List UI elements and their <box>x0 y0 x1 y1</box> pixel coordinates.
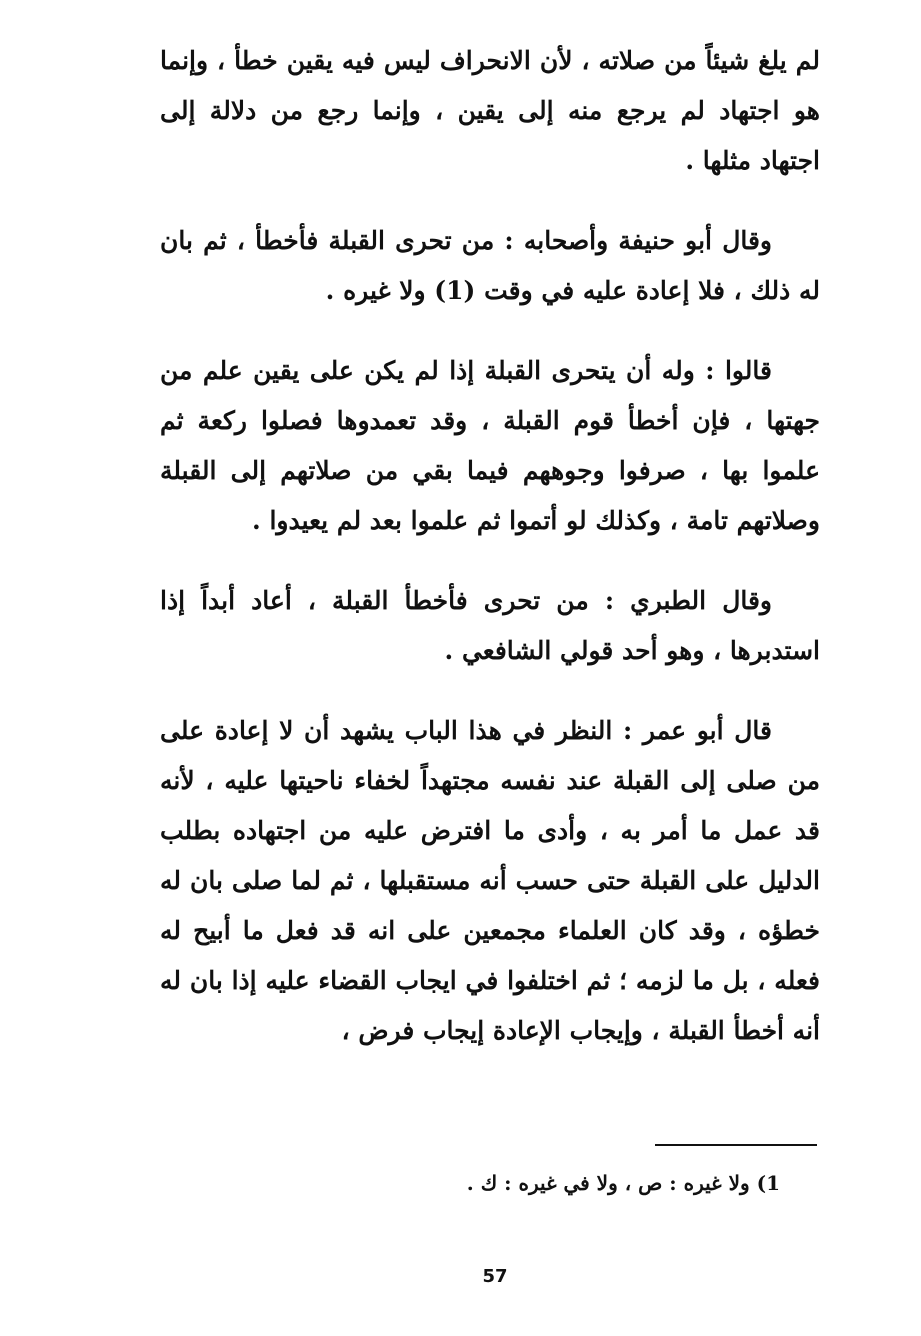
paragraph-2: وقال أبو حنيفة وأصحابه : من تحرى القبلة فأخطأ ، ثم بان له ذلك ، فلا إعادة عليه في وقت (1) ولا غيره . <box>160 226 820 305</box>
paragraph-3: قالوا : وله أن يتحرى القبلة إذا لم يكن على يقين علم من جهتها ، فإن أخطأ قوم القبلة ، وقد تعمدوها فصلوا ركعة ثم علموا بها ، صرفوا وجوههم فيما بقي من صلاتهم إلى القبلة وصلاتهم تامة ، وكذلك لو أتموا ثم علموا بعد لم يعيدوا . <box>160 356 820 535</box>
paragraph-5: قال أبو عمر : النظر في هذا الباب يشهد أن لا إعادة على من صلى إلى القبلة عند نفسه مجتهداً لخفاء ناحيتها عليه ، لأنه قد عمل ما أمر به ، وأدى ما افترض عليه من اجتهاده بطلب الدليل على القبلة حتى حسب أنه مستقبلها ، ثم لما صلى بان له خطؤه ، وقد كان العلماء مجمعين على انه قد فعل ما أبيح له فعله ، بل ما لزمه ؛ ثم اختلفوا في ايجاب القضاء عليه إذا بان له أنه أخطأ القبلة ، وإيجاب الإعادة إيجاب فرض ، <box>160 716 820 1045</box>
footnote-separator <box>655 1144 817 1146</box>
page-number: 57 <box>482 1266 508 1287</box>
main-text-block <box>160 36 820 1056</box>
footnote: 1) ولا غيره : ص ، ولا في غيره : ك . <box>466 1171 780 1195</box>
paragraph-4: وقال الطبري : من تحرى فأخطأ القبلة ، أعاد أبداً إذا استدبرها ، وهو أحد قولي الشافعي . <box>160 586 820 665</box>
paragraph-1: لم يلغ شيئاً من صلاته ، لأن الانحراف ليس فيه يقين خطأ ، وإنما هو اجتهاد لم يرجع منه إلى يقين ، وإنما رجع من دلالة إلى اجتهاد مثلها . <box>160 46 820 175</box>
